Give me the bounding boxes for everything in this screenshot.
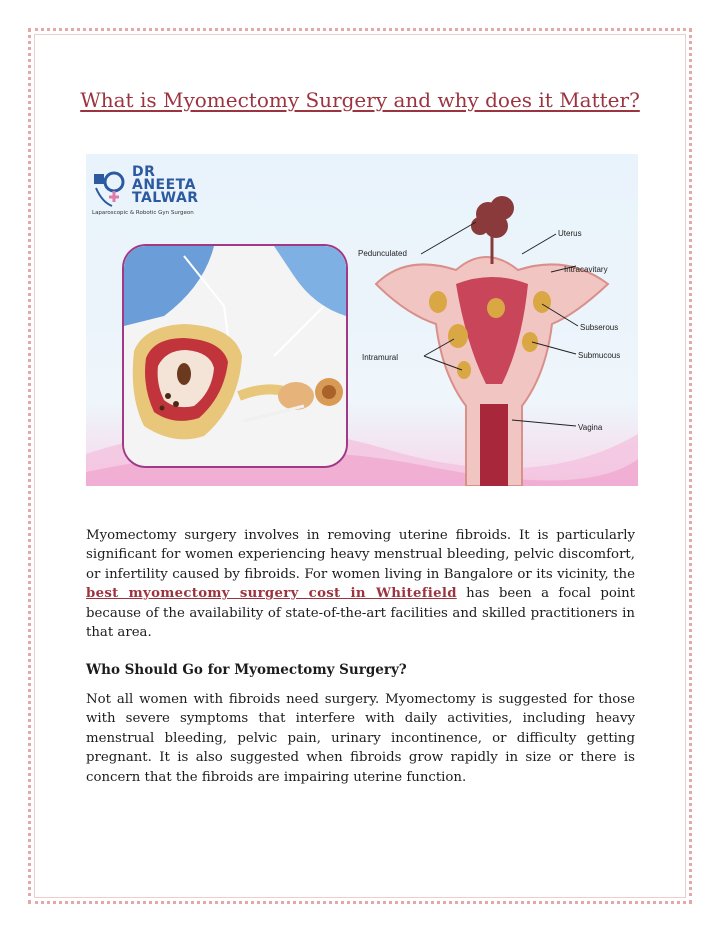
intro-text-end: has been a focal point because of the availability of state-of-the-art facilities and skilled practitioners in that area. [86,586,635,641]
intro-paragraph [86,526,635,642]
surgery-photo [122,244,348,468]
clinic-logo [92,166,242,226]
label-uterus: Uterus [558,229,582,238]
logo-line-2: ANEETA [132,177,196,193]
logo-line-3: TALWAR [132,190,199,206]
hero-image [86,154,638,486]
uterus-diagram [346,174,638,486]
label-submucous: Submucous [578,351,621,360]
logo-name [132,166,199,205]
pedunculated-fibroid [471,196,514,238]
section-heading: Who Should Go for Myomectomy Surgery? [86,662,407,678]
logo-line-1: DR [132,164,156,180]
label-pedunculated: Pedunculated [358,249,407,258]
myomectomy-cost-link[interactable]: best myomectomy surgery cost in Whitefield [86,586,457,602]
label-vagina: Vagina [578,423,603,432]
logo-tagline: Laparoscopic & Robotic Gyn Surgeon [92,210,194,216]
surgery-illustration [124,246,346,466]
page-title: What is Myomectomy Surgery and why does it Matter? [80,88,640,112]
logo-symbol-icon [92,168,128,208]
intro-text-start: Myomectomy surgery involves in removing uterine fibroids. It is particularly significant for women experiencing heavy menstrual bleeding, pelvic discomfort, or infertility caused by fibroids. For women living in Bangalore or its vicinity, the [86,528,635,582]
label-intracavitary: Intracavitary [564,265,608,274]
section-paragraph: Not all women with fibroids need surgery. Myomectomy is suggested for those with severe symptoms that interfere with daily activities, including heavy menstrual bleeding, pelvic pain, urinary incontinence, or difficulty getting pregnant. It is also suggested when fibroids grow rapidly in size or there is concern that the fibroids are impairing uterine function. [86,692,635,785]
label-intramural: Intramural [362,353,399,362]
label-subserous: Subserous [580,323,619,332]
